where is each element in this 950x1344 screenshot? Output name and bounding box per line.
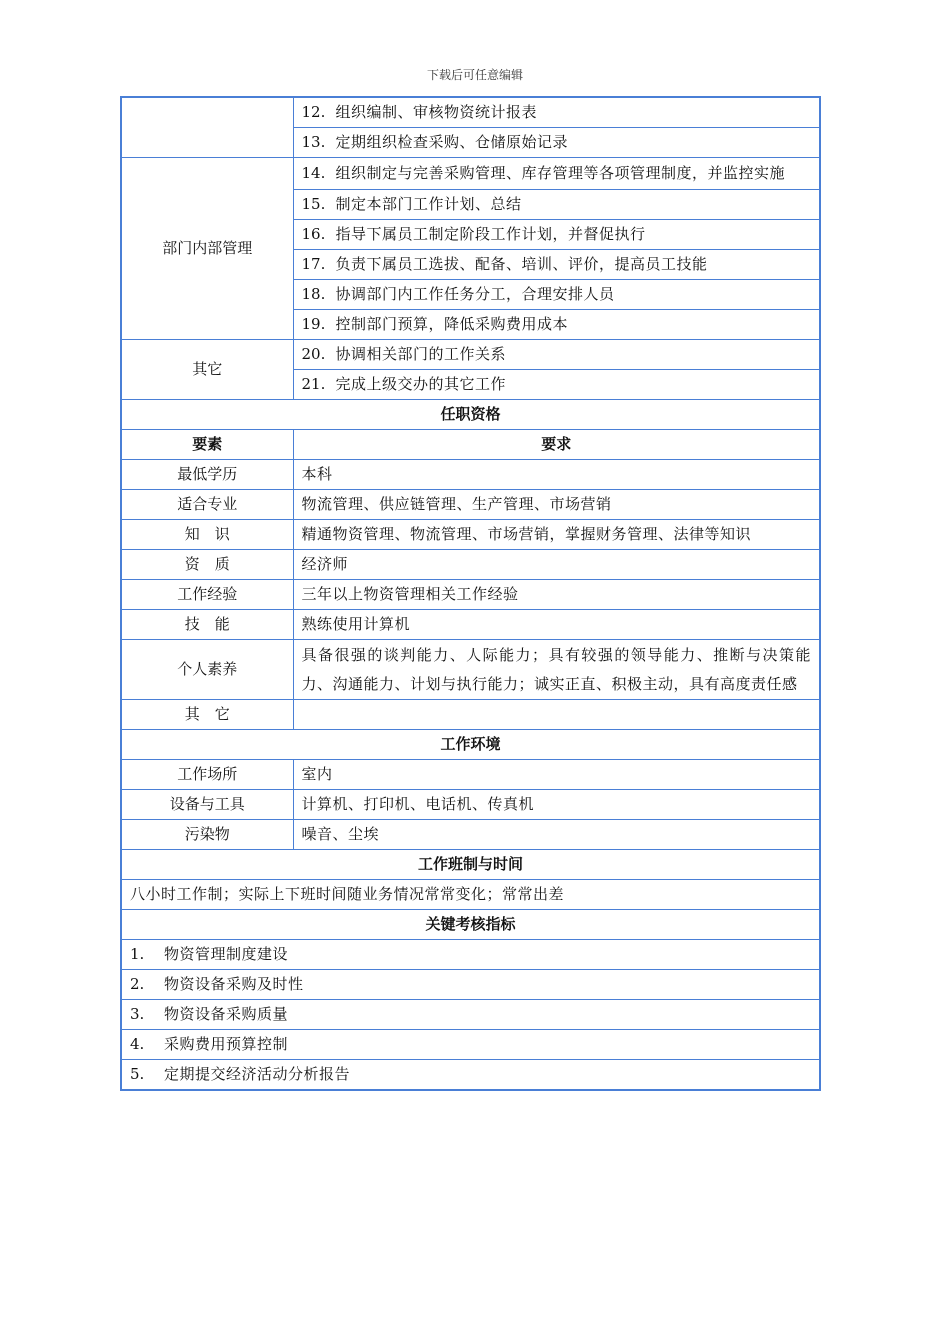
duty-number: 20. — [301, 345, 326, 363]
table-row — [121, 880, 820, 910]
qualification-label: 其 它 — [121, 700, 293, 730]
duty-cell — [293, 310, 820, 340]
qualification-value: 经济师 — [293, 550, 820, 580]
qualification-label: 资 质 — [121, 550, 293, 580]
duty-cell — [293, 158, 820, 190]
qualification-label: 适合专业 — [121, 490, 293, 520]
duty-number: 16. — [301, 225, 326, 243]
section-title-qualifications: 任职资格 — [121, 400, 820, 430]
environment-label: 工作场所 — [121, 760, 293, 790]
table-row — [121, 640, 820, 700]
qualification-value: 物流管理、供应链管理、生产管理、市场营销 — [293, 490, 820, 520]
qualification-label: 技 能 — [121, 610, 293, 640]
kpi-number: 1. — [130, 945, 145, 963]
duty-number: 18. — [301, 285, 326, 303]
duty-number: 12. — [301, 103, 326, 121]
section-title-schedule: 工作班制与时间 — [121, 850, 820, 880]
qualification-value: 具备很强的谈判能力、人际能力；具有较强的领导能力、推断与决策能力、沟通能力、计划与执行能力；诚实正直、积极主动，具有高度责任感 — [293, 640, 820, 700]
table-row — [121, 940, 820, 970]
kpi-number: 2. — [130, 975, 145, 993]
qualification-label: 个人素养 — [121, 640, 293, 700]
duty-text: 组织制定与完善采购管理、库存管理等各项管理制度，并监控实施 — [335, 164, 786, 183]
table-row — [121, 1000, 820, 1030]
duty-text: 协调部门内工作任务分工，合理安排人员 — [335, 285, 615, 303]
duty-cell — [293, 220, 820, 250]
duty-cell — [293, 250, 820, 280]
kpi-number: 3. — [130, 1005, 145, 1023]
duty-number: 17. — [301, 255, 326, 273]
table-row — [121, 580, 820, 610]
duty-number: 21. — [301, 375, 326, 393]
table-row — [121, 158, 820, 190]
table-row — [121, 430, 820, 460]
schedule-text: 八小时工作制；实际上下班时间随业务情况常常变化；常常出差 — [121, 880, 820, 910]
table-row — [121, 460, 820, 490]
category-cell: 其它 — [121, 340, 293, 400]
qualification-label: 知 识 — [121, 520, 293, 550]
duty-cell — [293, 97, 820, 128]
duty-text: 指导下属员工制定阶段工作计划，并督促执行 — [335, 225, 646, 243]
duty-number: 13. — [301, 133, 326, 151]
duty-number: 15. — [301, 195, 326, 213]
kpi-text: 物资设备采购质量 — [164, 1005, 289, 1023]
duty-text: 协调相关部门的工作关系 — [335, 345, 507, 363]
kpi-item — [121, 1000, 820, 1030]
table-row — [121, 610, 820, 640]
table-row — [121, 1030, 820, 1060]
category-cell: 部门内部管理 — [121, 158, 293, 340]
table-row — [121, 550, 820, 580]
qualification-value: 本科 — [293, 460, 820, 490]
qualification-value: 熟练使用计算机 — [293, 610, 820, 640]
duty-number: 14. — [301, 164, 326, 183]
kpi-number: 4. — [130, 1035, 145, 1053]
duty-cell — [293, 280, 820, 310]
duty-cell — [293, 370, 820, 400]
duty-text: 控制部门预算，降低采购费用成本 — [335, 315, 569, 333]
table-row — [121, 490, 820, 520]
section-title-environment: 工作环境 — [121, 730, 820, 760]
page-header: 下载后可任意编辑 — [426, 68, 523, 82]
table-row — [121, 97, 820, 128]
environment-value: 噪音、尘埃 — [293, 820, 820, 850]
environment-label: 设备与工具 — [121, 790, 293, 820]
table-row — [121, 820, 820, 850]
duty-text: 负责下属员工选拔、配备、培训、评价，提高员工技能 — [335, 255, 708, 273]
qualification-label: 最低学历 — [121, 460, 293, 490]
kpi-text: 物资设备采购及时性 — [164, 975, 304, 993]
duty-text: 组织编制、审核物资统计报表 — [335, 103, 538, 121]
qualification-value — [293, 700, 820, 730]
qualification-label: 工作经验 — [121, 580, 293, 610]
table-row — [121, 700, 820, 730]
category-cell — [121, 97, 293, 158]
table-row — [121, 850, 820, 880]
duty-cell — [293, 190, 820, 220]
kpi-text: 定期提交经济活动分析报告 — [164, 1065, 351, 1083]
table-row — [121, 760, 820, 790]
table-row — [121, 340, 820, 370]
kpi-text: 物资管理制度建设 — [164, 945, 289, 963]
environment-label: 污染物 — [121, 820, 293, 850]
table-row — [121, 730, 820, 760]
table-row — [121, 400, 820, 430]
column-header-element: 要素 — [121, 430, 293, 460]
duty-text: 定期组织检查采购、仓储原始记录 — [335, 133, 569, 151]
column-header-requirement: 要求 — [293, 430, 820, 460]
duty-cell — [293, 128, 820, 158]
duty-cell — [293, 340, 820, 370]
kpi-text: 采购费用预算控制 — [164, 1035, 289, 1053]
duty-text: 制定本部门工作计划、总结 — [335, 195, 522, 213]
qualification-value: 精通物资管理、物流管理、市场营销，掌握财务管理、法律等知识 — [293, 520, 820, 550]
job-description-table — [120, 96, 821, 1091]
duty-text: 完成上级交办的其它工作 — [335, 375, 507, 393]
table-row — [121, 790, 820, 820]
kpi-item — [121, 970, 820, 1000]
kpi-item — [121, 1030, 820, 1060]
qualification-value: 三年以上物资管理相关工作经验 — [293, 580, 820, 610]
table-row — [121, 520, 820, 550]
table-row — [121, 910, 820, 940]
environment-value: 室内 — [293, 760, 820, 790]
table-row — [121, 1060, 820, 1091]
duty-number: 19. — [301, 315, 326, 333]
environment-value: 计算机、打印机、电话机、传真机 — [293, 790, 820, 820]
section-title-kpi: 关键考核指标 — [121, 910, 820, 940]
table-row — [121, 970, 820, 1000]
kpi-item — [121, 940, 820, 970]
kpi-item — [121, 1060, 820, 1091]
kpi-number: 5. — [130, 1065, 145, 1083]
